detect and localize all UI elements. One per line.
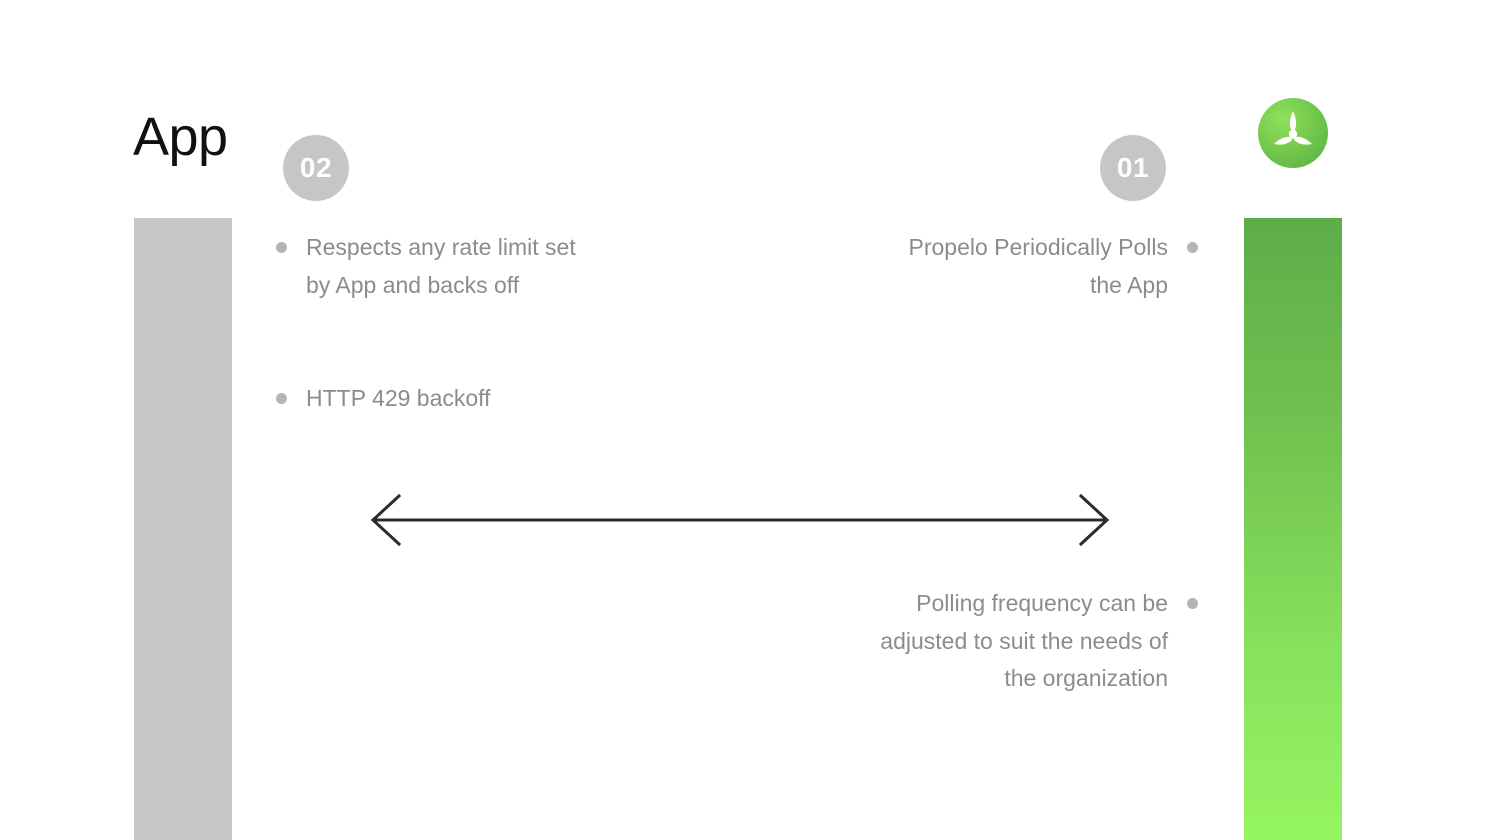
- bullet-dot-icon: [1187, 598, 1198, 609]
- bullet-polling-frequency-text: Polling frequency can be adjusted to suit the needs of the organization: [880, 590, 1168, 691]
- bullet-rate-limit: [276, 229, 576, 304]
- bullet-dot-icon: [276, 393, 287, 404]
- bullet-propelo-polls-text: Propelo Periodically Polls the App: [908, 234, 1168, 298]
- step-badge-02: 02: [283, 135, 349, 201]
- propelo-column-bar: [1244, 218, 1342, 840]
- bullet-http-429: [276, 380, 576, 418]
- bullet-propelo-polls: [900, 229, 1198, 304]
- bullet-polling-frequency: [880, 585, 1198, 698]
- app-column-label: App: [133, 107, 228, 167]
- bullet-rate-limit-text: Respects any rate limit set by App and backs off: [306, 234, 576, 298]
- bullet-http-429-text: HTTP 429 backoff: [306, 385, 491, 411]
- bullet-dot-icon: [276, 242, 287, 253]
- step-badge-01: 01: [1100, 135, 1166, 201]
- app-column-bar: [134, 218, 232, 840]
- double-headed-arrow-icon: [365, 492, 1115, 548]
- propelo-propeller-icon: [1258, 98, 1328, 168]
- bullet-dot-icon: [1187, 242, 1198, 253]
